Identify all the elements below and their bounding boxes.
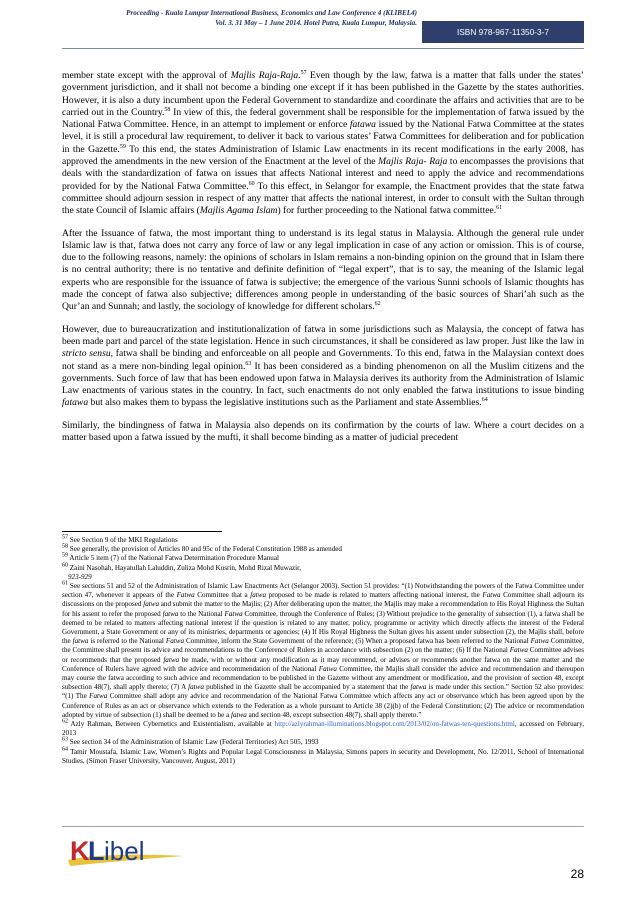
body-paragraph: However, due to bureaucratization and institutionalization of fatwa in some jurisdictions such as Malaysia, the concept of fatwa has been made part and parcel of the state legislation. Hence in such circumstances, it shall be considered as law proper. Just like the law in stricto sensu, fatwa shall be binding and enforceable on all people and Governments. To this end, fatwa in the Malaysian context does not stand as a mere non-binding legal opinion.$^{63}$ It has been considered as a binding phenomenon on all the Muslim citizens and the governments. Such force of law that has been endowed upon fatwa in Malaysia derives its authority from the Administration of Islamic Law enactments of various states in the country. In fact, such enactments do not only enabled the fatwa institutions to issue binding fatawa but also makes them to bypass the legislative institutions such as the Parliament and state Assemblies.$^{64}$	[62, 323, 585, 409]
footnote-number: 61	[62, 580, 68, 587]
italic-term: Fatwa	[482, 591, 501, 600]
logo-letter-l: L	[88, 836, 105, 866]
italic-term: Majlis Raja-Raja	[230, 70, 299, 81]
footnote: $^{60}$ Zaini Nasohah, Hayatullah Laluddin, Zuliza Mohd Kusrin, Mohd Rizal Muwazir,	[62, 562, 301, 572]
footnote-number: 62	[62, 718, 68, 725]
italic-term: fatwa	[188, 683, 204, 692]
page-number: 28	[570, 867, 584, 881]
logo-letter-k: K	[70, 836, 90, 866]
footnote-ref: 62	[374, 301, 381, 308]
klibel-logo	[66, 830, 186, 872]
italic-term: Fatwa	[509, 646, 528, 655]
footnote-ref: 63	[245, 360, 252, 367]
footnote-ref: 60	[248, 180, 255, 187]
body-paragraph: member state except with the approval of Majlis Raja-Raja.$^{57}$ Even though by the law, fatwa is a matter that falls under the states’ government jurisdiction, and it shall not become a binding one except if it has been published in the Gazette by the states authorities. However, it is also a duty incumbent upon the Federal Government to standardize and coordinate the affairs and activities that are to be carried out in the Country.$^{58}$ In view of this, the federal government shall be responsible for the implementation of fatwa issued by the National Fatwa Committee. Hence, in an attempt to implement or enforce fatawa issued by the National Fatwa Committee at the states level, it is still a procedural law requirement, to deliver it back to various states’ Fatwa Committees for deliberation and for publication in the Gazette.$^{59}$ To this end, the states Administration of Islamic Law enactments in its recent modifications in the early 2008, has approved the amendments in the new version of the Enactment at the level of the Majlis Raja- Raja to encompasses the provisions that deals with the standardization of fatwa on issues that affects National interest and need to apply the advice and recommendations provided for by the National Fatwa Committee.$^{60}$ To this effect, in Selangor for example, the Enactment provides that the state fatwa committee should adjourn session in respect of any matter that affects the national interest, in order to consult with the Sultan through the state Council of Islamic affairs (Majlis Agama Islam) for further proceeding to the National fatwa committee.$^{61}$	[62, 69, 585, 217]
italic-term: Majlis Raja- Raja	[378, 156, 448, 168]
italic-term: stricto sensu	[62, 348, 111, 360]
footnote-ref: 64	[481, 397, 488, 404]
footnote-number: 60	[62, 562, 68, 569]
italic-term: fatwa	[410, 683, 427, 692]
italic-term: Fatwa	[318, 664, 337, 673]
italic-term: fatwa	[163, 655, 180, 664]
italic-term: fatwa	[231, 710, 247, 719]
footnote-ref: 58	[164, 106, 171, 113]
footnote: $^{63}$ See section 34 of the Administration of Islamic Law (Federal Territories) Act 505, 1993	[62, 737, 319, 747]
footnote-ref: 59	[119, 143, 126, 150]
footnote-ref: 57	[300, 69, 307, 76]
italic-term: fatwa	[72, 637, 89, 646]
footnote-number: 58	[62, 543, 68, 550]
footnote: $^{61}$ See sections 51 and 52 of the Administration of Islamic Law Enactments Act (Selangor 2003). Section 51 provides: “(1) Notwithstanding the powers of the Fatwa Committee under section 47, whenever it appears of the Fatwa Committee that a fatwa proposed to be made is related to matters affecting national interest, the Fatwa Committee shall adjourn its discussions on the proposed fatwa and submit the matter to the Majlis; (2) After deliberating upon the matter, the Majlis may make a recommendation to His Royal Highness the Sultan for his assent to refer the proposed fatwa to the National Fatwa Committee, through the Conference of Rules; (3) Without prejudice to the generality of subsection (1), a fatwa shall be deemed to be related to matters affecting national interest if the question is related to any matter, policy, programme or activity which directly affects the interest of the Federal Government, a State Government or any of its ministries, departments or agencies; (4) If His Royal Highness the Sultan gives his assent under subsection (2), the Majlis shall, before the fatwa is referred to the National Fatwa Committee, inform the State Government of the reference; (5) When a proposed fatwa has been referred to the National Fatwa Committee, the Committee shall present its advice and recommendations to the Conference of Rulers in accordance with subsection (2) on the matter; (6) If the National Fatwa Committee advises or recommends that the proposed fatwa be made, with or without any modification as it may recommend, or advises or recommends another fatwa on the same matter and the Conference of Rulers have agreed with the advice and recommendation of the National Fatwa Committee, the Majlis shall consider the advice and recommendation and thereupon may course the fatwa according to such advice and recommendation to be published in the Gazette without any amendment or modification, and the provision of section 48, except subsection 48(7), shall apply thereto; (7) A fatwa published in the Gazette shall be accompanied by a statement that the fatwa is made under this section.” Section 52 also provides: “(1) The Fatwa Committee shall adopt any advice and recommendation of the National Fatwa Committee which affects any act or observance which has been agreed upon by the Conference of Rules as an act or observance which extends to the Federation as a whole pursuant to Article 38 (2)(b) of the Federal Constitution; (2) The advice or recommendation adopted by virtue of subsection (1) shall be deemed to be a fatwa and section 48, except subsection 48(7), shall apply thereto.”	[62, 580, 585, 719]
footnote: $^{59}$ Article 5 item (7) of the National Fatwa Determination Procedure Manual	[62, 553, 279, 563]
footnote: $^{58}$ See generally, the provision of Articles 80 and 95c of the Federal Constitution 1988 as amended	[62, 543, 342, 554]
italic-term: Fatwa	[176, 591, 195, 600]
italic-term: Fatwa	[530, 637, 549, 646]
italic-term: fatwa	[162, 609, 179, 618]
italic-term: fatwa	[143, 600, 159, 609]
italic-term: fatawa	[62, 397, 89, 409]
footnote-number: 59	[62, 553, 68, 560]
footnote-number: 64	[62, 746, 68, 753]
italic-term: 923-929	[68, 572, 92, 581]
footnote-link[interactable]: http://azlyrahman-illuminations.blogspot.com/2013/02/on-fatwas-ten-questions.html	[274, 720, 515, 729]
footnote	[62, 573, 584, 582]
body-text	[62, 70, 584, 444]
header-divider	[62, 48, 584, 49]
footnote-number: 57	[62, 534, 68, 541]
footer-divider	[62, 826, 584, 827]
body-paragraph: After the Issuance of fatwa, the most important thing to understand is its legal status in Malaysia. Although the general rule under Islamic law is that, fatwa does not carry any force of law or any legal implication in case of any action or omission. This is of course, due to the following reasons, namely: the opinions of scholars in Islam remains a non-binding opinion on the ground that in Islam there is no central authority; there is no tentative and definite definition of “legal expert”, that is to say, the meaning of the Islamic legal experts who are responsible for the issuance of fatwa is subjective; the emergence of the various Sunni schools of Islamic thoughts has made the concept of fatwa also subjective; differences among people in understanding of the basic sources of Shari’ah such as the Qur’an and Sunnah; and lastly, the sociology of knowledge for different scholars.$^{62}$	[62, 227, 584, 313]
italic-term: fatwa	[250, 591, 266, 600]
italic-term: Fatwa	[89, 692, 108, 701]
italic-term: Fatwa	[224, 609, 243, 618]
italic-term: Fatwa	[165, 637, 184, 646]
header-line-2: Vol. 3. 31 May – 1 June 2014. Hotel Putra, Kuala Lumpur, Malaysia.	[215, 19, 417, 27]
logo-text: ibel	[104, 836, 145, 866]
footnote: $^{57}$ See Section 9 of the MKI Regulations	[62, 534, 178, 544]
footnote-number: 63	[62, 737, 68, 744]
footnotes	[62, 536, 584, 766]
page-header	[62, 4, 584, 46]
footnote: $^{62}$ Azly Rahman, Between Cybernetics and Existentialism, available at http://azlyrahman-illuminations.blogspot.com/2013/02/on-fatwas-ten-questions.html, accessed on February, 2013	[62, 718, 585, 738]
body-paragraph: Similarly, the bindingness of fatwa in Malaysia also depends on its confirmation by the courts of law. Where a court decides on a matter based upon a fatwa issued by the mufti, it shall become binding as a matter of judicial precedent	[62, 419, 584, 444]
header-line-1: Proceeding - Kuala Lumpur International Business, Economics and Law Conference 4 (KLIBEL4)	[126, 9, 417, 17]
italic-term: fatawa	[349, 119, 376, 131]
isbn-badge: ISBN 978-967-11350-3-7	[422, 21, 584, 43]
footnote: $^{64}$ Tamir Moustafa, Islamic Law, Women’s Rights and Popular Legal Consciousness in Malaysia, Simons papers in security and Development, No. 12/2011, School of International Studies, (Simon Fraser University, Vancouver, August, 2011)	[62, 746, 584, 765]
footnote-ref: 61	[496, 205, 503, 212]
conference-header	[62, 8, 417, 28]
footnote-divider	[62, 531, 222, 532]
italic-term: Majlis Agama Islam	[199, 205, 278, 217]
